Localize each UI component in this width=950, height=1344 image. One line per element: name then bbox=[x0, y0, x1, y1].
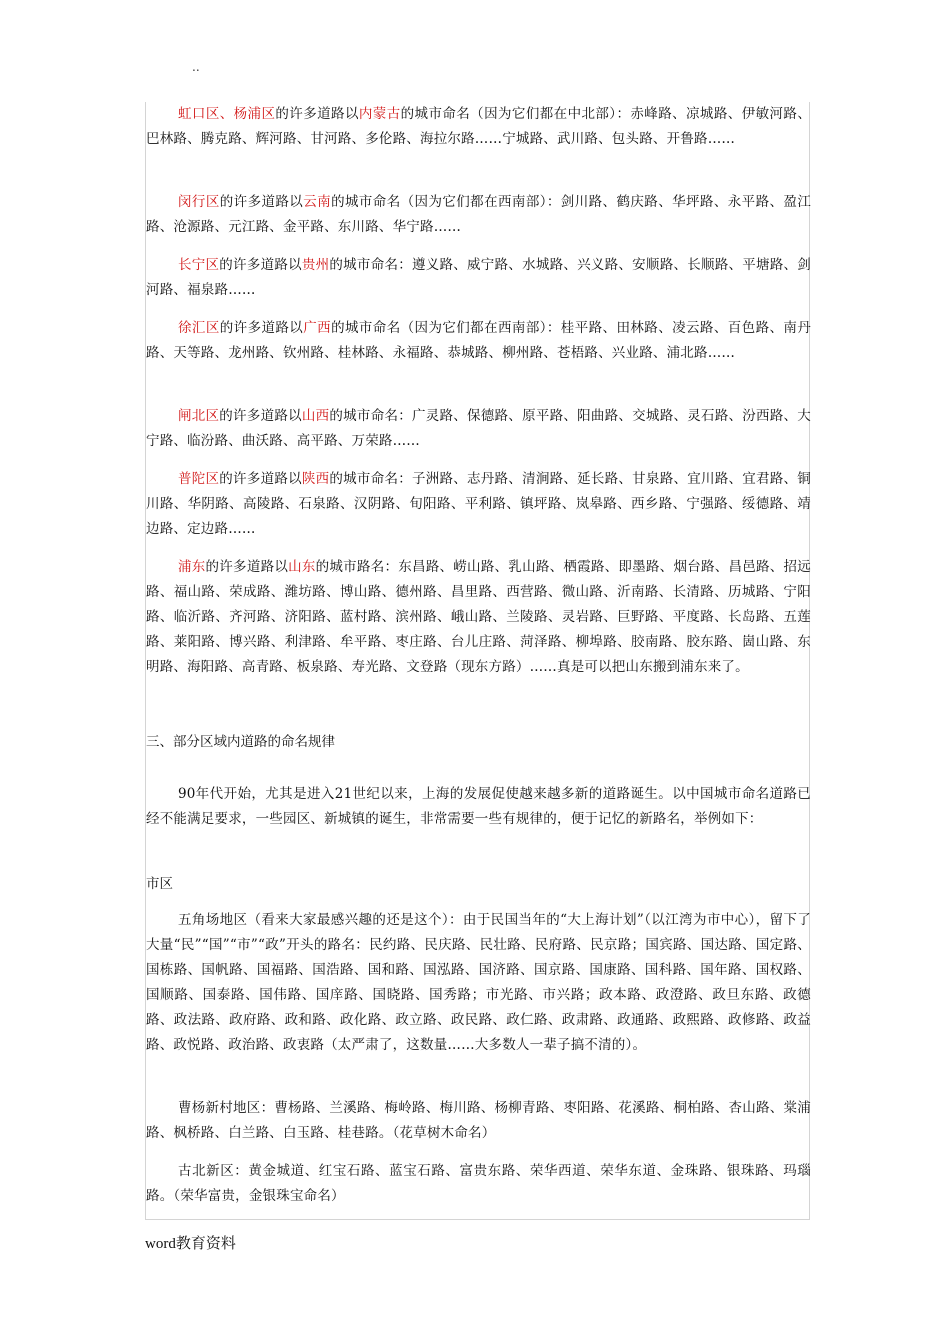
district-name: 虹口区、杨浦区 bbox=[178, 106, 276, 122]
area-paragraph-1: 五角场地区（看来大家最感兴趣的还是这个）：由于民国当年的“大上海计划”（以江湾为市中心），留下了大量“民”“国”“市”“政”开头的路名：民约路、民庆路、民壮路、民府路、民京路；国宾路、国达路、国定路、国栋路、国帆路、国福路、国浩路、国和路、国泓路、国济路、国京路、国康路、国科路、国年路、国权路、国顺路、国泰路、国伟路、国庠路、国晓路、国秀路；市光路、市兴路；政本路、政澄路、政旦东路、政德路、政法路、政府路、政和路、政化路、政立路、政民路、政仁路、政肃路、政通路、政熙路、政修路、政益路、政悦路、政治路、政衷路（太严肃了，这数量……大多数人一辈子搞不清的）。 bbox=[146, 912, 811, 1053]
province-name: 山东 bbox=[288, 559, 316, 575]
district-paragraph-5: 闸北区的许多道路以山西的城市命名：广灵路、保德路、原平路、阳曲路、交城路、灵石路、汾西路、大宁路、临汾路、曲沃路、高平路、万荣路…… bbox=[146, 408, 812, 449]
province-name: 云南 bbox=[303, 194, 332, 210]
area-paragraph-3: 古北新区：黄金城道、红宝石路、蓝宝石路、富贵东路、荣华西道、荣华东道、金珠路、银珠路、玛瑙路。（荣华富贵，金银珠宝命名） bbox=[146, 1163, 811, 1204]
district-paragraph-1: 虹口区、杨浦区的许多道路以内蒙古的城市命名（因为它们都在中北部）：赤峰路、凉城路、伊敏河路、巴林路、腾克路、辉河路、甘河路、多伦路、海拉尔路……宁城路、武川路、包头路、开鲁路…… bbox=[146, 106, 812, 147]
district-name: 闸北区 bbox=[178, 408, 220, 424]
area-paragraph-2: 曹杨新村地区：曹杨路、兰溪路、梅岭路、梅川路、杨柳青路、枣阳路、花溪路、桐柏路、杏山路、棠浦路、枫桥路、白兰路、白玉路、桂巷路。（花草树木命名） bbox=[146, 1100, 811, 1141]
section-heading: 三、部分区域内道路的命名规律 bbox=[146, 734, 335, 750]
district-paragraph-7: 浦东的许多道路以山东的城市路名：东昌路、崂山路、乳山路、栖霞路、即墨路、烟台路、昌邑路、招远路、福山路、荣成路、潍坊路、博山路、德州路、昌里路、西营路、微山路、沂南路、长清路、历城路、宁阳路、临沂路、齐河路、济阳路、蓝村路、滨州路、峨山路、兰陵路、灵岩路、巨野路、平度路、长岛路、五莲路、莱阳路、博兴路、利津路、牟平路、枣庄路、台儿庄路、菏泽路、柳埠路、胶南路、胶东路、崮山路、东明路、海阳路、高青路、板泉路、寿光路、文登路（现东方路）……真是可以把山东搬到浦东来了。 bbox=[146, 559, 812, 675]
province-name: 内蒙古 bbox=[358, 106, 401, 122]
district-name: 浦东 bbox=[178, 559, 206, 575]
header-mark: .. bbox=[192, 60, 200, 74]
subheading-shiqu: 市区 bbox=[146, 876, 173, 892]
province-name: 贵州 bbox=[301, 257, 330, 273]
district-paragraph-4: 徐汇区的许多道路以广西的城市命名（因为它们都在西南部）：桂平路、田林路、凌云路、百色路、南丹路、天等路、龙州路、钦州路、桂林路、永福路、恭城路、柳州路、苍梧路、兴业路、浦北路…… bbox=[146, 320, 812, 361]
footer-text: word教育资料 bbox=[145, 1236, 236, 1252]
district-name: 长宁区 bbox=[178, 257, 220, 273]
province-name: 陕西 bbox=[301, 471, 330, 487]
province-name: 广西 bbox=[303, 320, 332, 336]
district-paragraph-2: 闵行区的许多道路以云南的城市命名（因为它们都在西南部）：剑川路、鹤庆路、华坪路、永平路、盈江路、沧源路、元江路、金平路、东川路、华宁路…… bbox=[146, 194, 812, 235]
document-body bbox=[145, 102, 810, 1220]
intro-paragraph: 90年代开始，尤其是进入21世纪以来，上海的发展促使越来越多新的道路诞生。以中国城市命名道路已经不能满足要求，一些园区、新城镇的诞生，非常需要一些有规律的，便于记忆的新路名，举例如下： bbox=[146, 786, 811, 827]
district-paragraph-6: 普陀区的许多道路以陕西的城市命名：子洲路、志丹路、清涧路、延长路、甘泉路、宜川路、宜君路、铜川路、华阴路、高陵路、石泉路、汉阴路、旬阳路、平利路、镇坪路、岚皋路、西乡路、宁强路、绥德路、靖边路、定边路…… bbox=[146, 471, 812, 537]
province-name: 山西 bbox=[301, 408, 330, 424]
district-name: 普陀区 bbox=[178, 471, 220, 487]
district-name: 闵行区 bbox=[178, 194, 220, 210]
district-name: 徐汇区 bbox=[178, 320, 220, 336]
district-paragraph-3: 长宁区的许多道路以贵州的城市命名：遵义路、威宁路、水城路、兴义路、安顺路、长顺路、平塘路、剑河路、福泉路…… bbox=[146, 257, 812, 298]
